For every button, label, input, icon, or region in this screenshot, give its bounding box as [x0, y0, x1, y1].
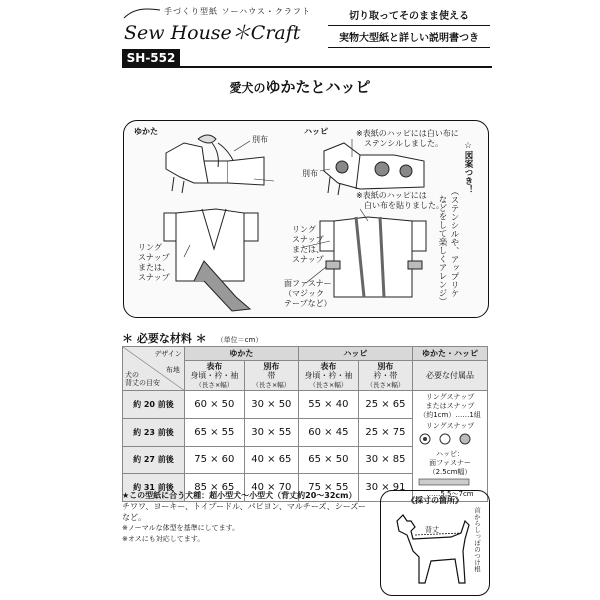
table-corner: デザイン 布地 犬の 背丈の目安	[123, 347, 185, 391]
back-length-label: 背丈	[425, 526, 439, 534]
breed-notes	[122, 490, 372, 545]
col-both: ゆかた・ハッピ	[413, 347, 488, 361]
accessories-cell: リングスナップ またはスナップ （約1cm）……1組 リングスナップ ハッピ： 面ファスナー （2.5cm幅） ……5.5〜7cm	[413, 391, 488, 502]
stencil-note-1: ※表紙のハッピには白い布に	[356, 129, 459, 138]
happi-front-drawing	[320, 217, 426, 297]
brand-logo: Sew House＊Craft	[124, 22, 301, 44]
velcro-label: 面ファスナー （マジック テープなど）	[284, 279, 332, 308]
title-main: ゆかたとハッピ	[265, 78, 371, 96]
ring-snap-label-happi: リング スナップ または、 スナップ	[292, 225, 324, 264]
measurement-box	[380, 490, 490, 596]
happi-label: ハッピ	[304, 127, 328, 136]
ring-snap-icon	[415, 431, 485, 447]
breed-list: チワワ、ヨーキー、トイプードル、パピヨン、マルチーズ、シーズーなど。	[122, 502, 366, 522]
illustration-panel	[123, 120, 489, 318]
col-yukata: ゆかた	[184, 347, 298, 361]
white-cloth-note-2: 白い布を貼りました。	[364, 201, 444, 210]
separate-cloth-label-yukata: 別布	[252, 135, 268, 144]
brand-block	[120, 6, 311, 46]
brand-tagline: 手づくり型紙 ソーハウス・クラフト	[164, 7, 311, 16]
tagline-pattern: 実物大型紙と詳しい説明書つき	[328, 25, 490, 48]
product-code: SH-552	[122, 49, 180, 67]
happi-side-drawing	[324, 143, 424, 195]
white-cloth-note-1: ※表紙のハッピには	[356, 191, 427, 200]
arrange-note-1: （ステンシルや、アップリケ	[449, 187, 459, 298]
table-row: 約 31 前後 85 × 65 40 × 70 75 × 55 30 × 91	[123, 474, 488, 502]
materials-title: ＊ 必要な材料 ＊ （単位＝cm）	[122, 332, 263, 345]
yukata-label: ゆかた	[134, 127, 158, 136]
design-included-note: ☆図案つき！	[463, 141, 473, 194]
table-row: 約 23 前後 65 × 55 30 × 55 60 × 45 25 × 75	[123, 418, 488, 446]
table-row: 約 20 前後 60 × 50 30 × 50 55 × 40 25 × 65 リングスナップ またはスナップ （約1cm）……1組 リングスナップ ハッピ： 面ファスナー （2.5cm幅） ……5.5〜7cm	[123, 391, 488, 419]
tagline-cut: 切り取ってそのまま使える	[349, 11, 469, 22]
sub-yukata-outer: 表布 身頃・衿・袖 （長さ×幅）	[184, 361, 244, 391]
sub-yukata-separate: 別布 帯 （長さ×幅）	[244, 361, 298, 391]
col-happi: ハッピ	[298, 347, 412, 361]
needle-icon	[122, 6, 162, 20]
note-normal-body: ※ノーマルな体型を基準にしてます。	[122, 524, 240, 532]
note-male: ※オスにも対応してます。	[122, 535, 205, 543]
sub-parts: 必要な付属品	[413, 361, 488, 391]
materials-table	[122, 346, 488, 502]
separate-cloth-label-happi: 別布	[302, 169, 318, 178]
title-prefix: 愛犬の	[229, 81, 266, 95]
yukata-side-drawing	[166, 135, 264, 193]
tagline-block	[328, 4, 490, 48]
yukata-front-drawing	[164, 209, 258, 311]
page-title	[0, 76, 600, 97]
sub-happi-separate: 別布 衿・帯 （長さ×幅）	[358, 361, 412, 391]
arrange-note-2: などをして楽しくアレンジ）	[437, 195, 447, 306]
table-row: 約 27 前後 75 × 60 40 × 65 65 × 50 30 × 85	[123, 446, 488, 474]
breed-fit-line: ★この型紙に合う犬種：超小型犬〜小型犬（背丈約20〜32cm）	[122, 491, 357, 500]
neck-to-tail-label: 首からしっぽのつけ根	[473, 507, 481, 572]
measurement-title: 《採寸の箇所》	[407, 496, 463, 505]
stencil-note-2: ステンシルしました。	[364, 139, 444, 148]
sub-happi-outer: 表布 身頃・衿・袖 （長さ×幅）	[298, 361, 358, 391]
header-rule	[122, 66, 492, 68]
velcro-icon	[415, 477, 485, 487]
ring-snap-label-yukata: リング スナップ または、 スナップ	[138, 243, 170, 282]
